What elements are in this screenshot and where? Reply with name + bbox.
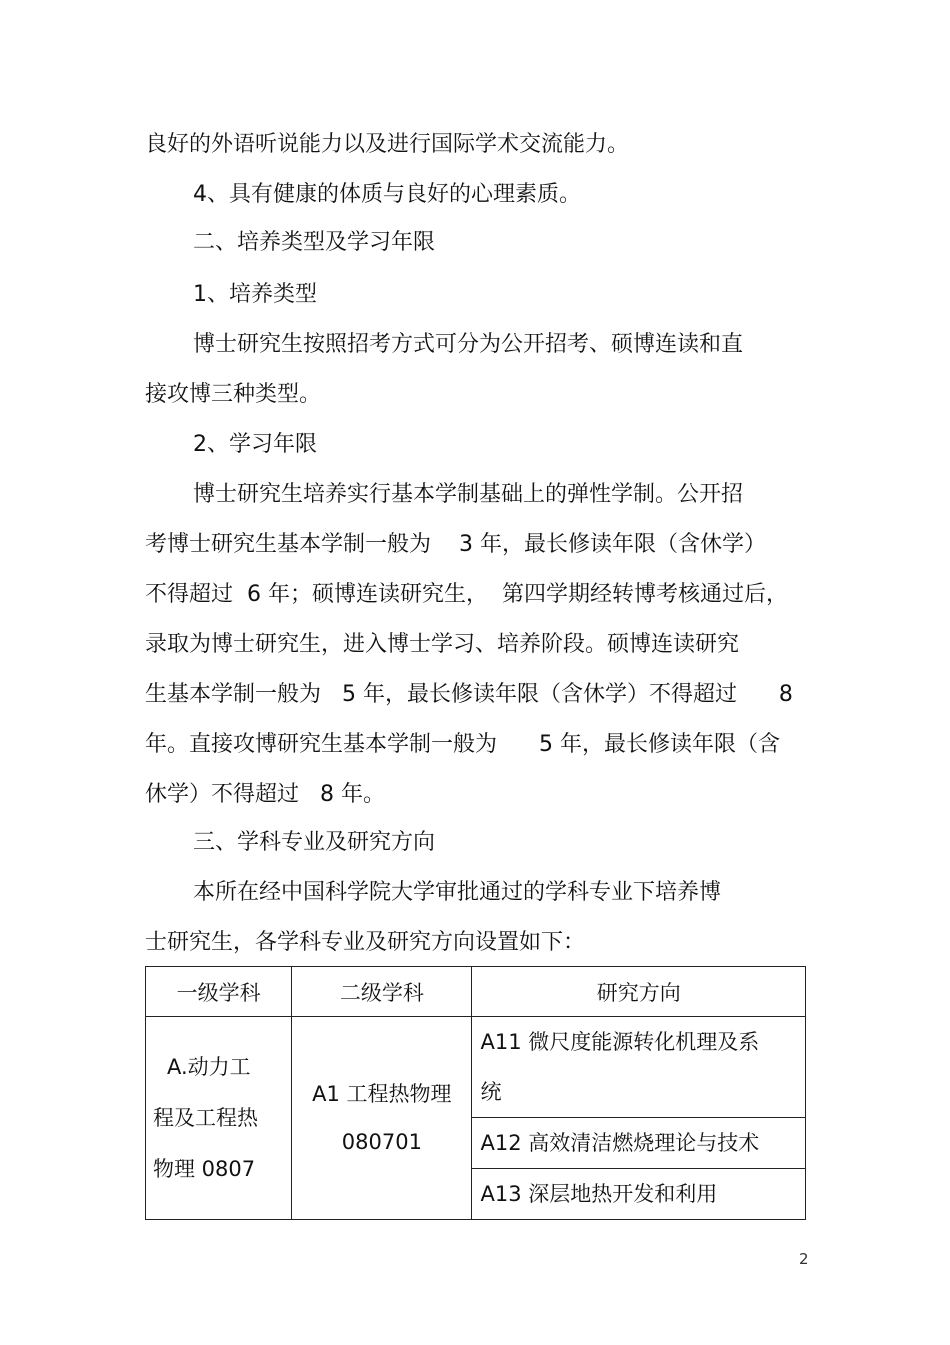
cell-text-line: A12 高效清洁燃烧理论与技术: [480, 1131, 760, 1155]
level1-discipline-cell: [146, 1017, 292, 1220]
cell-text-line: A11 微尺度能源转化机理及系: [480, 1030, 760, 1054]
cell-text-line: A1 工程热物理: [312, 1082, 452, 1106]
header-direction: 研究方向: [472, 967, 806, 1017]
paragraph-line: 不得超过 6 年；硕博连读研究生， 第四学期经转博考核通过后，: [145, 582, 788, 607]
paragraph-line: 士研究生，各学科专业及研究方向设置如下：: [145, 930, 586, 955]
paragraph-line: 4、具有健康的体质与良好的心理素质。: [193, 182, 581, 207]
header-level2: 二级学科: [292, 967, 472, 1017]
level2-discipline-cell: [292, 1017, 472, 1220]
subsection-heading: 2、学习年限: [193, 432, 317, 457]
header-level1: 一级学科: [146, 967, 292, 1017]
direction-cell: [472, 1169, 806, 1220]
cell-text-line: A.动力工: [167, 1054, 251, 1079]
direction-cell: [472, 1017, 806, 1118]
paragraph-line: 本所在经中国科学院大学审批通过的学科专业下培养博: [193, 880, 722, 905]
direction-cell: [472, 1118, 806, 1169]
paragraph-line: 良好的外语听说能力以及进行国际学术交流能力。: [145, 132, 630, 157]
paragraph-line: 生基本学制一般为 5 年，最长修读年限（含休学）不得超过 8: [145, 682, 793, 707]
discipline-table: [145, 966, 806, 1220]
page-number: 2: [799, 1250, 809, 1268]
table-header-row: [146, 967, 806, 1017]
cell-text-line: 统: [480, 1080, 502, 1104]
cell-text-line: A13 深层地热开发和利用: [480, 1182, 718, 1206]
paragraph-line: 休学）不得超过 8 年。: [145, 782, 385, 807]
paragraph-line: 考博士研究生基本学制一般为 3 年，最长修读年限（含休学）: [145, 532, 766, 557]
paragraph-line: 博士研究生培养实行基本学制基础上的弹性学制。公开招: [193, 482, 744, 507]
section-heading: 三、学科专业及研究方向: [193, 830, 436, 855]
subsection-heading: 1、培养类型: [193, 282, 317, 307]
table-row: [146, 1017, 806, 1118]
paragraph-line: 接攻博三种类型。: [145, 382, 322, 407]
paragraph-line: 录取为博士研究生，进入博士学习、培养阶段。硕博连读研究: [145, 632, 740, 657]
cell-text-line: 程及工程热: [153, 1105, 258, 1130]
cell-text-line: 物理 0807: [153, 1156, 256, 1181]
paragraph-line: 博士研究生按照招考方式可分为公开招考、硕博连读和直: [193, 332, 744, 357]
paragraph-line: 年。直接攻博研究生基本学制一般为 5 年，最长修读年限（含: [145, 732, 780, 757]
cell-text-line: 080701: [341, 1130, 422, 1154]
section-heading: 二、培养类型及学习年限: [193, 230, 436, 255]
